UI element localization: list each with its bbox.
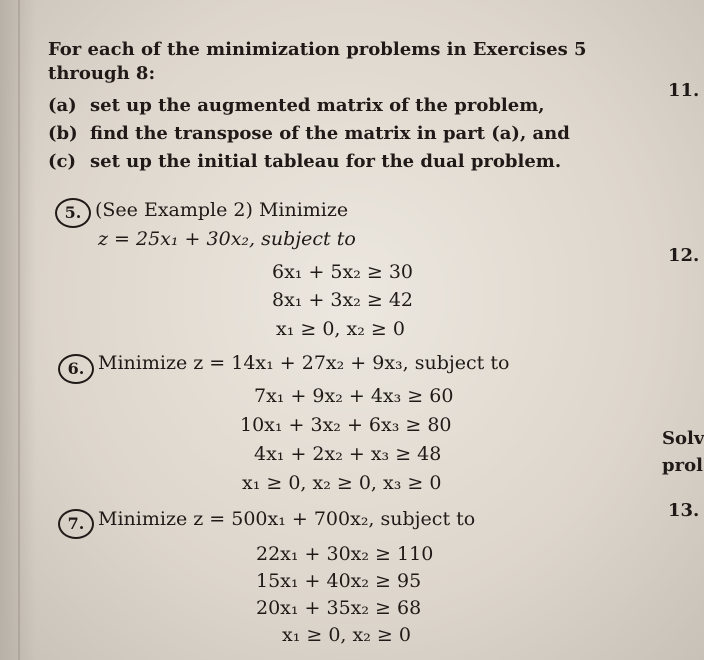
problem-5-constraint-2: 8x₁ + 3x₂ ≥ 42 bbox=[272, 289, 414, 311]
part-a bbox=[48, 95, 545, 116]
problem-6-circled-number: 6. bbox=[58, 354, 94, 384]
problem-7-circled-number: 7. bbox=[58, 509, 94, 539]
part-c-text: set up the initial tableau for the dual problem. bbox=[90, 151, 562, 172]
side-label-12: 12. bbox=[668, 245, 700, 266]
part-a-text: set up the augmented matrix of the problem, bbox=[90, 95, 545, 116]
exercise-instructions bbox=[48, 38, 608, 86]
problem-5-objective: z = 25x₁ + 30x₂, subject to bbox=[98, 228, 356, 250]
side-label-11: 11. bbox=[668, 80, 700, 101]
problem-5-nonnegativity: x₁ ≥ 0, x₂ ≥ 0 bbox=[276, 318, 405, 340]
page-border bbox=[18, 0, 20, 660]
problem-7-constraint-1: 22x₁ + 30x₂ ≥ 110 bbox=[256, 543, 434, 565]
instruction-line-2: through 8: bbox=[48, 63, 156, 84]
problem-7-constraint-3: 20x₁ + 35x₂ ≥ 68 bbox=[256, 597, 422, 619]
instruction-line-1: For each of the minimization problems in Exercises 5 bbox=[48, 39, 587, 60]
part-a-tag: (a) bbox=[48, 95, 77, 116]
side-label-prol: prol bbox=[662, 455, 703, 476]
part-c bbox=[48, 151, 561, 172]
problem-5-circled-number: 5. bbox=[55, 198, 91, 228]
problem-5-constraint-1: 6x₁ + 5x₂ ≥ 30 bbox=[272, 261, 414, 283]
problem-6-header: Minimize z = 14x₁ + 27x₂ + 9x₃, subject to bbox=[98, 352, 510, 374]
problem-7-header: Minimize z = 500x₁ + 700x₂, subject to bbox=[98, 508, 476, 530]
problem-7-nonnegativity: x₁ ≥ 0, x₂ ≥ 0 bbox=[282, 624, 411, 646]
side-label-solv: Solv bbox=[662, 428, 704, 449]
side-label-13: 13. bbox=[668, 500, 700, 521]
part-b-tag: (b) bbox=[48, 123, 78, 144]
problem-5-header: (See Example 2) Minimize bbox=[95, 199, 349, 221]
problem-6-constraint-2: 10x₁ + 3x₂ + 6x₃ ≥ 80 bbox=[240, 414, 452, 436]
problem-6-constraint-3: 4x₁ + 2x₂ + x₃ ≥ 48 bbox=[254, 443, 442, 465]
part-c-tag: (c) bbox=[48, 151, 76, 172]
part-b-text: find the transpose of the matrix in part (a), and bbox=[90, 123, 570, 144]
part-b bbox=[48, 123, 570, 144]
problem-7-constraint-2: 15x₁ + 40x₂ ≥ 95 bbox=[256, 570, 422, 592]
problem-6-nonnegativity: x₁ ≥ 0, x₂ ≥ 0, x₃ ≥ 0 bbox=[242, 472, 442, 494]
problem-6-constraint-1: 7x₁ + 9x₂ + 4x₃ ≥ 60 bbox=[254, 385, 454, 407]
